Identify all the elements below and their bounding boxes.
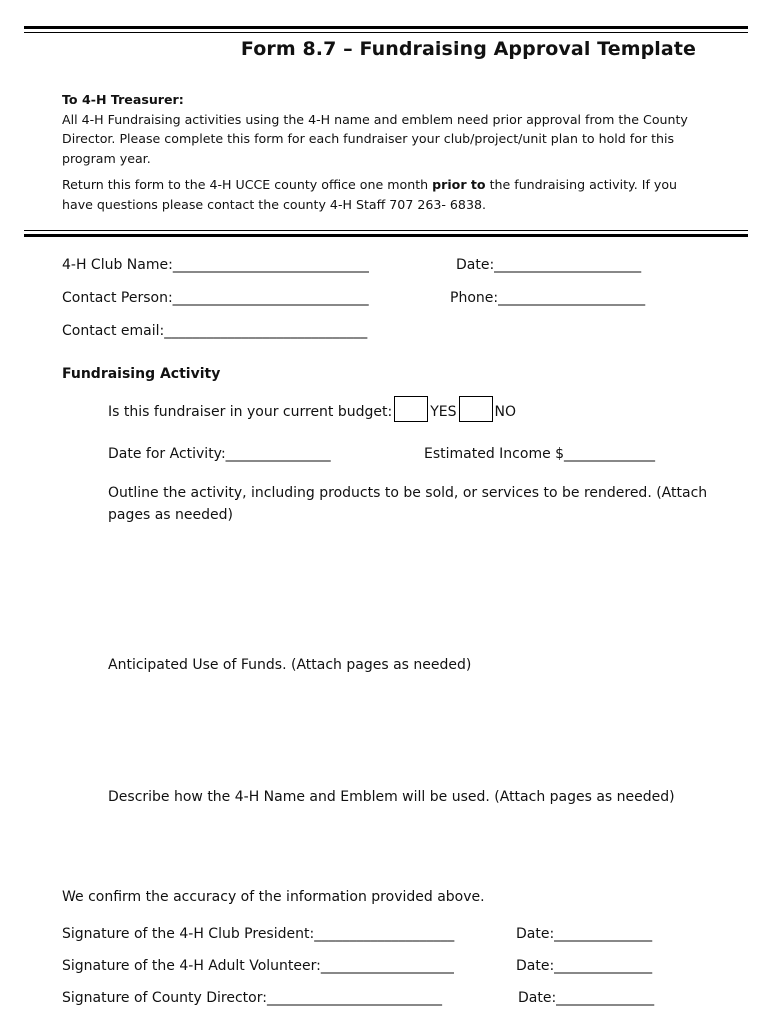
intro-paragraph-1: All 4-H Fundraising activities using the 4-H name and emblem need prior approval from the County Director. Please complete this form for each fundraiser your club/project/unit plan to hold for this program year.: [62, 111, 688, 166]
top-rule-thin: [24, 32, 748, 33]
section-rule-thick: [24, 234, 748, 237]
contact-person-field[interactable]: Contact Person:____________________________: [62, 290, 369, 306]
top-rule-thick: [24, 26, 748, 29]
confirmation-statement: We confirm the accuracy of the information provided above.: [62, 889, 485, 905]
director-date-field[interactable]: Date:______________: [518, 990, 655, 1006]
yes-label: YES: [430, 404, 457, 420]
date-field[interactable]: Date:_____________________: [456, 257, 642, 273]
outline-prompt: Outline the activity, including products to be sold, or services to be rendered. (Attach pages as needed): [108, 485, 708, 523]
director-signature-field[interactable]: Signature of County Director:_________________________: [62, 990, 442, 1006]
contact-email-field[interactable]: Contact email:_____________________________: [62, 323, 368, 339]
form-title: Form 8.7 – Fundraising Approval Template: [240, 38, 696, 60]
president-signature-field[interactable]: Signature of the 4-H Club President:____________________: [62, 926, 455, 942]
yes-checkbox[interactable]: [394, 396, 428, 422]
club-name-field[interactable]: 4-H Club Name:____________________________: [62, 257, 369, 273]
budget-question-row: [108, 396, 516, 422]
budget-question: Is this fundraiser in your current budget:: [108, 404, 393, 420]
intro-paragraph-2-end: the fundraising activity. If you have questions please contact the county 4-H Staff 707 263- 6838.: [62, 177, 678, 212]
no-label: NO: [494, 404, 517, 420]
salutation: To 4-H Treasurer:: [62, 92, 184, 107]
volunteer-signature-field[interactable]: Signature of the 4-H Adult Volunteer:___________________: [62, 958, 454, 974]
intro-paragraph-2-emphasis: prior to: [432, 177, 486, 192]
date-for-activity-field[interactable]: Date for Activity:_______________: [108, 446, 331, 462]
intro-paragraph-2: [62, 175, 702, 214]
funds-prompt: Anticipated Use of Funds. (Attach pages as needed): [108, 657, 472, 673]
intro-block: [62, 90, 702, 214]
phone-field[interactable]: Phone:_____________________: [450, 290, 646, 306]
intro-paragraph-2-start: Return this form to the 4-H UCCE county office one month: [62, 177, 433, 192]
president-date-field[interactable]: Date:______________: [516, 926, 653, 942]
no-checkbox[interactable]: [459, 396, 493, 422]
fundraising-activity-heading: Fundraising Activity: [62, 366, 221, 382]
section-rule-thin: [24, 230, 748, 231]
volunteer-date-field[interactable]: Date:______________: [516, 958, 653, 974]
emblem-prompt: Describe how the 4-H Name and Emblem will be used. (Attach pages as needed): [108, 789, 675, 805]
estimated-income-field[interactable]: Estimated Income $_____________: [424, 446, 656, 462]
